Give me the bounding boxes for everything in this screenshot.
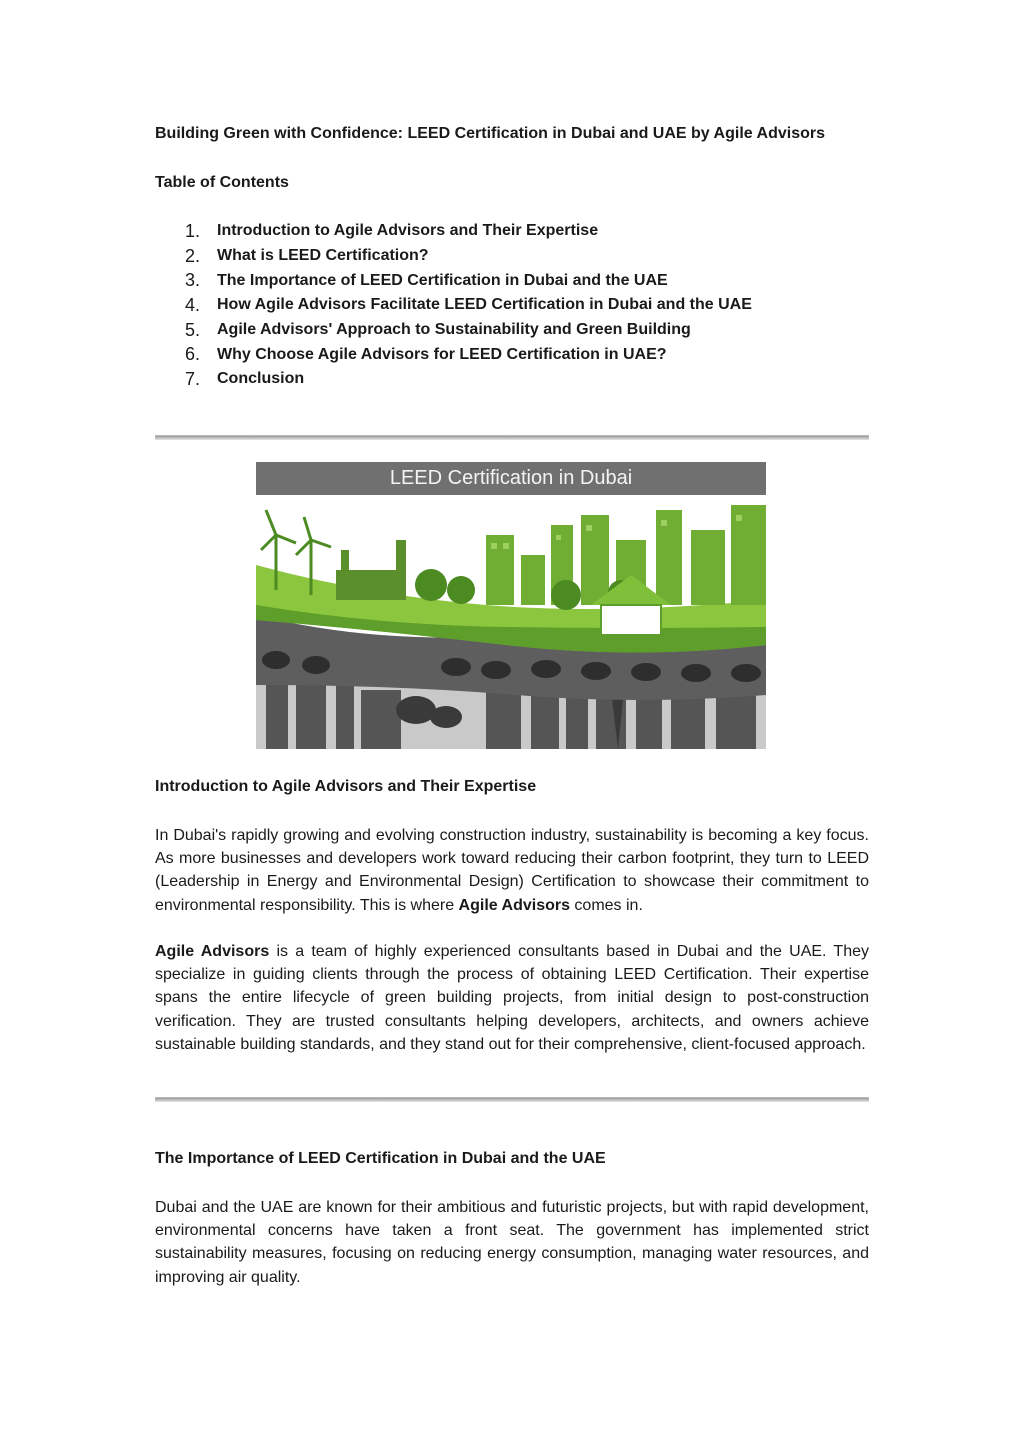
toc-text: Why Choose Agile Advisors for LEED Certification in UAE? bbox=[217, 345, 667, 363]
toc-item[interactable] bbox=[185, 342, 752, 367]
horizontal-rule bbox=[155, 1097, 869, 1102]
paragraph bbox=[155, 940, 869, 1056]
toc-text: The Importance of LEED Certification in Dubai and the UAE bbox=[217, 271, 668, 289]
toc-item[interactable] bbox=[185, 318, 752, 343]
toc-item[interactable] bbox=[185, 293, 752, 318]
document-title: Building Green with Confidence: LEED Certification in Dubai and UAE by Agile Advisors bbox=[155, 125, 825, 142]
toc-text: How Agile Advisors Facilitate LEED Certification in Dubai and the UAE bbox=[217, 296, 752, 314]
company-name: Agile Advisors bbox=[458, 896, 570, 914]
toc-item[interactable] bbox=[185, 244, 752, 269]
horizontal-rule bbox=[155, 435, 869, 440]
toc-number: 5. bbox=[185, 319, 201, 340]
toc-text: Conclusion bbox=[217, 370, 305, 388]
toc-item[interactable] bbox=[185, 268, 752, 293]
paragraph-text: is a team of highly experienced consultants based in Dubai and the UAE. They specialize in guiding clients through the process of obtaining LEED Certification. Their expertise spans the entire lifecycle of green building projects, from initial design to post-construction verification. They are trusted consultants helping developers, architects, and owners achieve sustainable building standards, and they stand out for their comprehensive, client-focused approach. bbox=[155, 943, 869, 1053]
paragraph: Dubai and the UAE are known for their ambitious and futuristic projects, but with rapid development, environmental concerns have taken a front seat. The government has implemented strict sustainability measures, focusing on reducing energy consumption, managing water resources, and improving air quality. bbox=[155, 1199, 869, 1286]
leed-illustration bbox=[256, 462, 766, 749]
paragraph bbox=[155, 824, 869, 917]
table-of-contents bbox=[185, 219, 752, 392]
green-city-illustration bbox=[256, 495, 766, 749]
toc-number: 7. bbox=[185, 368, 201, 389]
toc-item[interactable] bbox=[185, 367, 752, 392]
toc-heading: Table of Contents bbox=[155, 174, 289, 191]
toc-number: 1. bbox=[185, 220, 201, 241]
toc-text: Agile Advisors' Approach to Sustainability and Green Building bbox=[217, 321, 691, 339]
company-name: Agile Advisors bbox=[155, 943, 270, 960]
toc-number: 4. bbox=[185, 294, 201, 315]
toc-number: 3. bbox=[185, 270, 201, 291]
toc-text: What is LEED Certification? bbox=[217, 247, 429, 265]
section-heading: Introduction to Agile Advisors and Their Expertise bbox=[155, 778, 537, 795]
toc-text: Introduction to Agile Advisors and Their Expertise bbox=[217, 222, 599, 240]
paragraph-text: comes in. bbox=[569, 896, 643, 914]
section-heading: The Importance of LEED Certification in Dubai and the UAE bbox=[155, 1150, 606, 1167]
toc-item[interactable] bbox=[185, 219, 752, 244]
paragraph-text: In Dubai's rapidly growing and evolving construction industry, sustainability is becoming a key focus. As more businesses and developers work toward reducing their carbon footprint, they turn to LEED (Leadership in Energy and Environmental Design) Certification to showcase their commitment to environmental responsibility. This is where bbox=[155, 827, 869, 914]
toc-number: 2. bbox=[185, 245, 201, 266]
toc-number: 6. bbox=[185, 344, 201, 365]
figure-banner: LEED Certification in Dubai bbox=[256, 462, 766, 495]
